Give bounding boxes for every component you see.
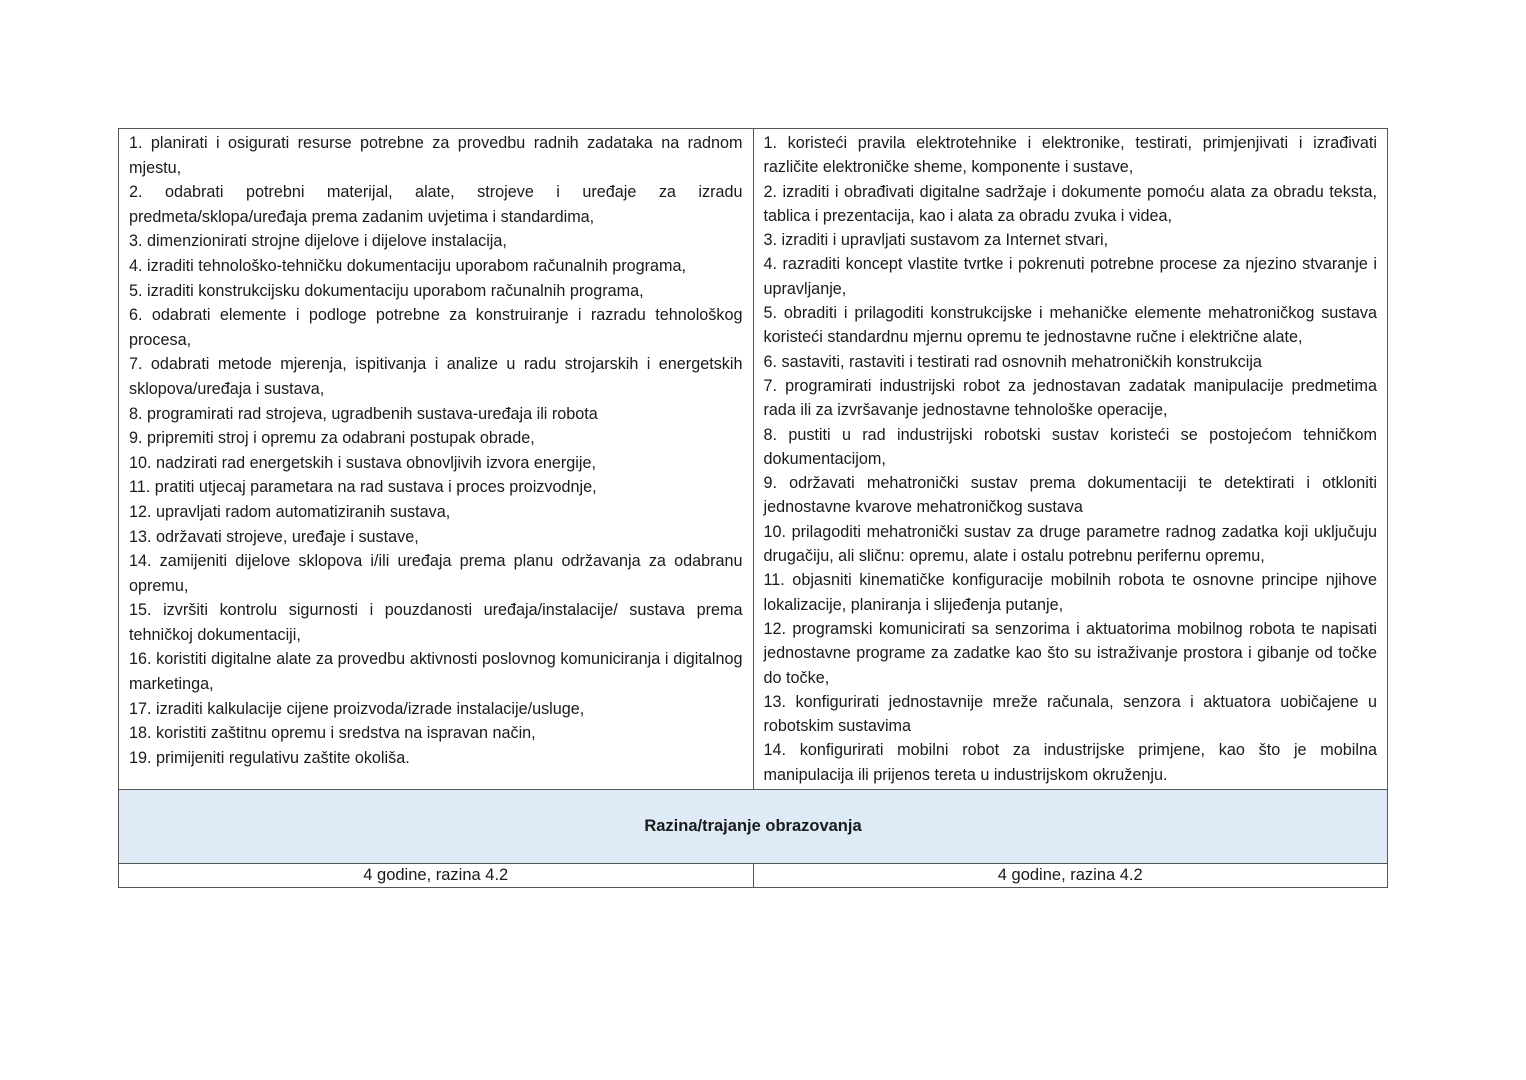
list-item: 4. razraditi koncept vlastite tvrtke i pokrenuti potrebne procese za njezino stvaranje i upravljanje, [763, 255, 1377, 298]
section-header: Razina/trajanje obrazovanja [119, 790, 1388, 864]
list-item: 19. primijeniti regulativu zaštite okoliša. [129, 748, 410, 767]
list-item: 16. koristiti digitalne alate za provedbu aktivnosti poslovnog komuniciranja i digitalnog marketinga, [129, 650, 743, 694]
list-item: 11. pratiti utjecaj parametara na rad sustava i proces proizvodnje, [129, 478, 597, 497]
list-item: 4. izraditi tehnološko-tehničku dokumentaciju uporabom računalnih programa, [129, 256, 686, 275]
right-outcomes-cell [753, 129, 1388, 790]
right-outcomes-list [754, 129, 1388, 789]
list-item: 7. odabrati metode mjerenja, ispitivanja i analize u radu strojarskih i energetskih sklopova/uređaja i sustava, [129, 355, 743, 398]
list-item: 12. programski komunicirati sa senzorima i aktuatorima mobilnog robota te napisati jednostavne programe za zadatke kao što su istraživanje prostora i gibanje od točke do točke, [763, 619, 1377, 687]
list-item: 7. programirati industrijski robot za jednostavan zadatak manipulacije predmetima rada ili za izvršavanje jednostavne tehnološke operacije, [763, 376, 1377, 420]
section-header-row [119, 790, 1388, 864]
competency-table [118, 128, 1388, 888]
left-level: 4 godine, razina 4.2 [119, 864, 754, 888]
list-item: 2. odabrati potrebni materijal, alate, strojeve i uređaje za izradu predmeta/sklopa/uređaja prema zadanim uvjetima i standardima, [129, 183, 743, 226]
left-outcomes-cell [119, 129, 754, 790]
right-level: 4 godine, razina 4.2 [753, 864, 1388, 888]
list-item: 17. izraditi kalkulacije cijene proizvoda/izrade instalacije/usluge, [129, 699, 585, 718]
list-item: 6. odabrati elemente i podloge potrebne za konstruiranje i razradu tehnološkog procesa, [129, 306, 743, 349]
list-item: 8. programirati rad strojeva, ugradbenih sustava-uređaja ili robota [129, 404, 598, 423]
list-item: 1. planirati i osigurati resurse potrebne za provedbu radnih zadataka na radnom mjestu, [129, 134, 743, 177]
list-item: 13. održavati strojeve, uređaje i sustave, [129, 527, 419, 546]
list-item: 8. pustiti u rad industrijski robotski sustav koristeći se postojećom tehničkom dokumentacijom, [763, 425, 1377, 468]
list-item: 3. izraditi i upravljati sustavom za Internet stvari, [763, 231, 1109, 250]
list-item: 6. sastaviti, rastaviti i testirati rad osnovnih mehatroničkih konstrukcija [763, 352, 1262, 371]
left-outcomes-list [119, 129, 753, 772]
list-item: 14. konfigurirati mobilni robot za industrijske primjene, kao što je mobilna manipulacija ili prijenos tereta u industrijskom okruženju. [763, 741, 1377, 784]
list-item: 14. zamijeniti dijelove sklopova i/ili uređaja prema planu održavanja za odabranu opremu, [129, 552, 743, 595]
list-item: 10. prilagoditi mehatronički sustav za druge parametre radnog zadatka koji uključuju drugačiju, ali sličnu: opremu, alate i ostalu potrebnu perifernu opremu, [763, 522, 1377, 566]
list-item: 5. izraditi konstrukcijsku dokumentaciju uporabom računalnih programa, [129, 281, 644, 300]
list-item: 2. izraditi i obrađivati digitalne sadržaje i dokumente pomoću alata za obradu teksta, tablica i prezentacija, kao i alata za obradu zvuka i videa, [763, 182, 1377, 225]
list-item: 3. dimenzionirati strojne dijelove i dijelove instalacija, [129, 232, 507, 251]
list-item: 11. objasniti kinematičke konfiguracije mobilnih robota te osnovne principe njihove lokalizacije, planiranja i slijeđenja putanje, [763, 571, 1377, 614]
list-item: 1. koristeći pravila elektrotehnike i elektronike, testirati, primjenjivati i izrađivati različite elektroničke sheme, komponente i sustave, [763, 134, 1377, 177]
list-item: 5. obraditi i prilagoditi konstrukcijske i mehaničke elemente mehatroničkog sustava koristeći standardnu mjernu opremu te jednostavne ručne i električne alate, [763, 304, 1377, 347]
list-item: 13. konfigurirati jednostavnije mreže računala, senzora i aktuatora uobičajene u robotskim sustavima [763, 692, 1377, 736]
list-item: 10. nadzirati rad energetskih i sustava obnovljivih izvora energije, [129, 453, 596, 472]
list-item: 12. upravljati radom automatiziranih sustava, [129, 502, 451, 521]
list-item: 15. izvršiti kontrolu sigurnosti i pouzdanosti uređaja/instalacije/ sustava prema tehničkoj dokumentaciji, [129, 601, 743, 644]
list-item: 9. održavati mehatronički sustav prema dokumentaciji te detektirati i otkloniti jednostavne kvarove mehatroničkog sustava [763, 474, 1377, 517]
outcomes-row [119, 129, 1388, 790]
list-item: 9. pripremiti stroj i opremu za odabrani postupak obrade, [129, 429, 535, 448]
level-row [119, 864, 1388, 888]
list-item: 18. koristiti zaštitnu opremu i sredstva na ispravan način, [129, 724, 536, 743]
